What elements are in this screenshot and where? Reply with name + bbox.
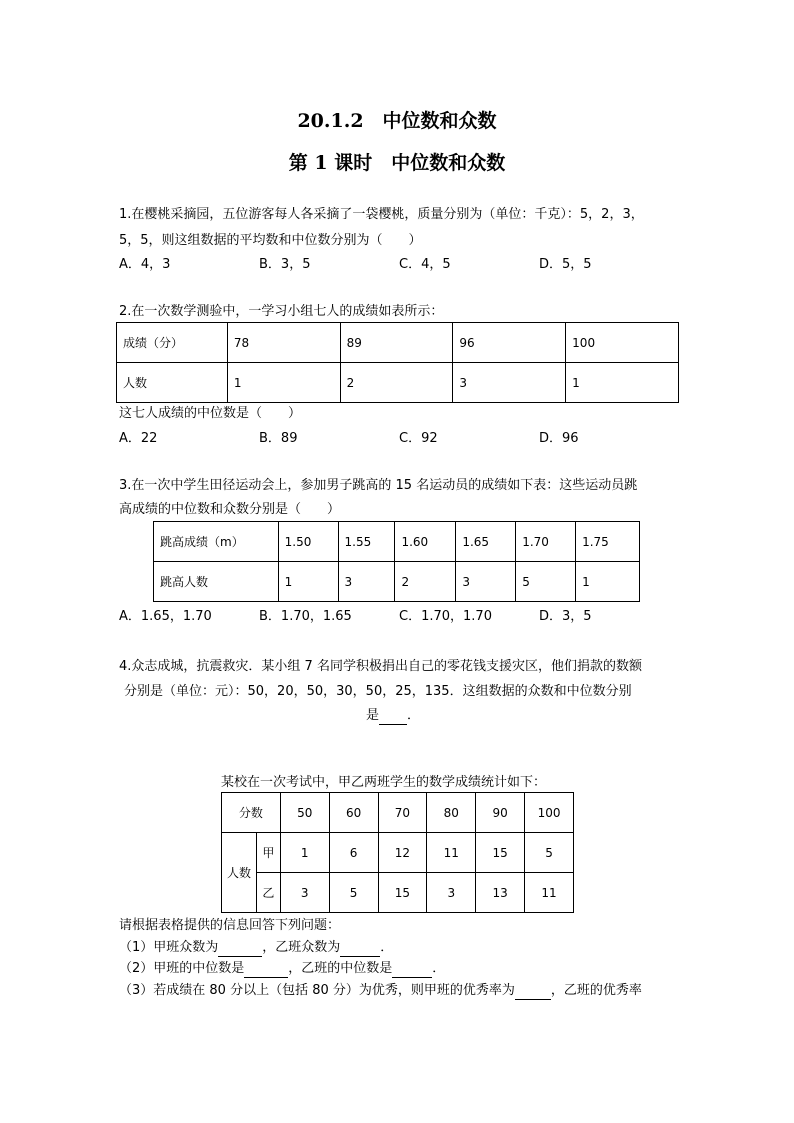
q3-option-c: C．1.70，1.70 bbox=[399, 609, 492, 624]
q5-part2-text-a: （2）甲班的中位数是 bbox=[119, 961, 245, 976]
q2-stem: 2.在一次数学测验中，一学习小组七人的成绩如表所示： bbox=[119, 304, 444, 319]
class-b-cell: 13 bbox=[476, 873, 525, 913]
q5-part1-blank-b bbox=[340, 940, 380, 957]
q5-class-score-table bbox=[221, 792, 574, 913]
table-cell: 人数 bbox=[117, 363, 228, 403]
q2-option-d: D．96 bbox=[539, 431, 579, 446]
class-b-cell: 3 bbox=[280, 873, 329, 913]
score-cell: 100 bbox=[525, 793, 574, 833]
q5-intro: 某校在一次考试中，甲乙两班学生的数学成绩统计如下： bbox=[221, 775, 547, 790]
q2-score-table bbox=[116, 322, 679, 403]
table-cell: 成绩（分） bbox=[117, 323, 228, 363]
table-cell: 2 bbox=[395, 562, 456, 602]
class-a-cell: 5 bbox=[525, 833, 574, 873]
q5-part3-blank bbox=[515, 983, 551, 1000]
q5-part3-text-b: ，乙班的优秀率 bbox=[550, 983, 642, 998]
table-cell: 3 bbox=[456, 562, 516, 602]
q4-answer-blank bbox=[379, 708, 407, 725]
class-b-label: 乙 bbox=[256, 873, 280, 913]
q3-jump-table bbox=[153, 521, 640, 602]
q3-stem-line1: 3.在一次中学生田径运动会上，参加男子跳高的 15 名运动员的成绩如下表：这些运动员跳 bbox=[119, 478, 638, 493]
class-a-cell: 12 bbox=[378, 833, 427, 873]
table-cell: 96 bbox=[453, 323, 566, 363]
score-cell: 60 bbox=[329, 793, 378, 833]
q3-option-d: D．3，5 bbox=[539, 609, 592, 624]
table-cell: 1 bbox=[566, 363, 679, 403]
q5-part2-blank-b bbox=[392, 961, 432, 978]
table-row bbox=[154, 522, 640, 562]
table-cell: 1.60 bbox=[395, 522, 456, 562]
table-cell: 78 bbox=[227, 323, 340, 363]
q1-option-b: B．3，5 bbox=[259, 257, 311, 272]
table-row bbox=[222, 793, 574, 833]
q5-part3-text-a: （3）若成绩在 80 分以上（包括 80 分）为优秀，则甲班的优秀率为 bbox=[119, 983, 515, 998]
section-title: 20.1.2 中位数和众数 bbox=[297, 110, 497, 132]
q5-part1-text-b: ，乙班众数为 bbox=[262, 940, 341, 955]
table-cell: 1.55 bbox=[338, 522, 395, 562]
q5-part2-blank-a bbox=[244, 961, 288, 978]
class-a-cell: 11 bbox=[427, 833, 476, 873]
table-row bbox=[222, 833, 574, 873]
q5-part2 bbox=[119, 961, 445, 978]
table-cell: 3 bbox=[453, 363, 566, 403]
class-b-cell: 3 bbox=[427, 873, 476, 913]
table-row bbox=[117, 363, 679, 403]
table-cell: 跳高成绩（m） bbox=[154, 522, 279, 562]
class-b-cell: 5 bbox=[329, 873, 378, 913]
table-cell: 1.70 bbox=[516, 522, 576, 562]
q5-part1-blank-a bbox=[218, 940, 262, 957]
q1-option-c: C．4，5 bbox=[399, 257, 451, 272]
q1-stem-line2: 5，5，则这组数据的平均数和中位数分别为（ ） bbox=[119, 233, 422, 248]
score-cell: 80 bbox=[427, 793, 476, 833]
q3-option-b: B．1.70，1.65 bbox=[259, 609, 352, 624]
q4-stem-line2: 分别是（单位：元）：50，20，50，30，50，25，135．这组数据的众数和中位数分别 bbox=[124, 684, 632, 699]
q2-option-b: B．89 bbox=[259, 431, 298, 446]
class-a-cell: 15 bbox=[476, 833, 525, 873]
score-cell: 90 bbox=[476, 793, 525, 833]
q5-prompt: 请根据表格提供的信息回答下列问题： bbox=[119, 918, 341, 933]
q1-stem-line1: 1.在樱桃采摘园，五位游客每人各采摘了一袋樱桃，质量分别为（单位：千克）：5，2，3， bbox=[119, 207, 644, 222]
class-b-cell: 15 bbox=[378, 873, 427, 913]
q5-part2-text-b: ，乙班的中位数是 bbox=[288, 961, 393, 976]
q1-option-d: D．5，5 bbox=[539, 257, 592, 272]
score-header-cell: 分数 bbox=[222, 793, 281, 833]
q3-option-a: A．1.65，1.70 bbox=[119, 609, 212, 624]
class-a-label: 甲 bbox=[256, 833, 280, 873]
table-row bbox=[154, 562, 640, 602]
q5-part1 bbox=[119, 940, 393, 957]
q2-option-a: A．22 bbox=[119, 431, 158, 446]
table-row bbox=[117, 323, 679, 363]
table-cell: 1 bbox=[576, 562, 640, 602]
q2-option-c: C．92 bbox=[399, 431, 438, 446]
q4-stem-line1: 4.众志成城，抗震救灾．某小组 7 名同学积极捐出自己的零花钱支援灾区，他们捐款的数额 bbox=[119, 659, 642, 674]
score-cell: 70 bbox=[378, 793, 427, 833]
q2-question: 这七人成绩的中位数是（ ） bbox=[119, 406, 302, 421]
table-cell: 1.65 bbox=[456, 522, 516, 562]
q5-part1-text-c: ． bbox=[380, 940, 394, 955]
table-cell: 2 bbox=[340, 363, 453, 403]
table-cell: 跳高人数 bbox=[154, 562, 279, 602]
count-header-cell: 人数 bbox=[222, 833, 257, 913]
score-cell: 50 bbox=[280, 793, 329, 833]
table-cell: 89 bbox=[340, 323, 453, 363]
table-cell: 100 bbox=[566, 323, 679, 363]
class-b-cell: 11 bbox=[525, 873, 574, 913]
table-cell: 1 bbox=[227, 363, 340, 403]
table-cell: 3 bbox=[338, 562, 395, 602]
table-cell: 5 bbox=[516, 562, 576, 602]
lesson-subtitle: 第 1 课时 中位数和众数 bbox=[288, 152, 506, 174]
q5-part3 bbox=[119, 983, 642, 1000]
q4-line3-end: ． bbox=[407, 708, 421, 723]
class-a-cell: 6 bbox=[329, 833, 378, 873]
q4-line3-start: 是 bbox=[366, 708, 380, 723]
class-a-cell: 1 bbox=[280, 833, 329, 873]
q5-part1-text-a: （1）甲班众数为 bbox=[119, 940, 219, 955]
table-cell: 1.50 bbox=[278, 522, 338, 562]
table-row bbox=[222, 873, 574, 913]
table-cell: 1 bbox=[278, 562, 338, 602]
q1-option-a: A．4，3 bbox=[119, 257, 171, 272]
q4-stem-line3 bbox=[366, 708, 420, 725]
q5-part2-text-c: ． bbox=[432, 961, 446, 976]
table-cell: 1.75 bbox=[576, 522, 640, 562]
q3-stem-line2: 高成绩的中位数和众数分别是（ ） bbox=[119, 502, 341, 517]
